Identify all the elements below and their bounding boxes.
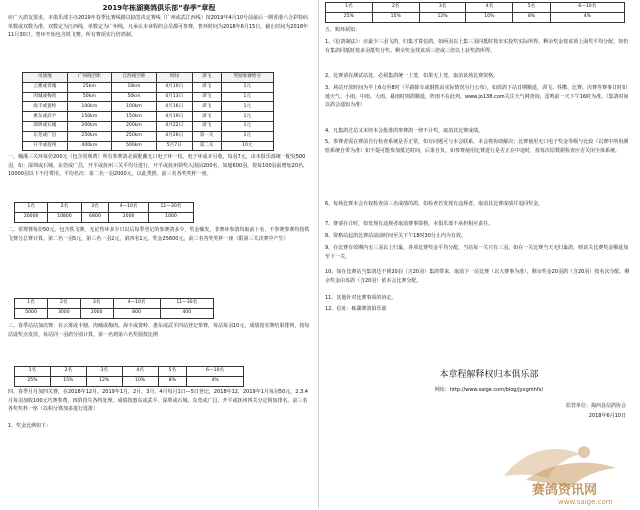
section-1: 一、楠溪三关环每份200元（包含常规费）所有参赛鸽必须配戴无口电子环一枚，电子环成本另收，每羽7元，由本俱乐部统一配发500羽，如：深圳或石城、东莞或广昌，开平或抚州三关平均分进行，开平或抚州领奖入围前200名，如超600羽，按每100羽前增加20名，10000羽以下不付费用。平均名次：第二名一羽2000元，以此类推。前三名各奖奖杯一座。 — [8, 154, 308, 178]
prize-cell: 2000 — [80, 308, 113, 318]
rule-1: 1、《信鸽制法》：应最少三羽飞鸽，归集才算信鸽，如两羽以上集三羽同抵时按未实投奖实际所得。剩余奖金按该项上面奖平均分配，如仍有集鸽同抵时按多羽抵奖分奖。剩余奖金找该项三倍或三倍以上获奖鸽所得。 — [325, 39, 629, 54]
col-jiangxi-distance: 江西线空距 — [112, 73, 157, 83]
col-fee: 奖励参赛给分 — [221, 73, 273, 83]
schedule-cell: 第二关 — [192, 141, 221, 151]
rank-cell: 3名 — [419, 3, 466, 13]
schedule-cell: 1元 — [221, 131, 273, 141]
schedule-row — [23, 82, 274, 92]
rule-5: 5、参赛者需在赛前自行检查系统是否正常，如有问题可与本会联系，本会将协助解决；比赛使用无口电子奖金等级与比较（以赛中所用测绘系统自带为准）如不提可能参加抵达时间，后果自负。如参赛使用比赛进行是否正在中途时，按每次原数据检查应否关闭全体系统。 — [325, 139, 629, 154]
interpretation-banner: 本章程解释权归本俱乐部 — [439, 370, 539, 380]
prize-table-2-ranks — [15, 299, 214, 309]
schedule-cell: 5月7日 — [156, 141, 192, 151]
rank-cell: 6—10名 — [550, 3, 624, 13]
prize-cell: 800 — [113, 308, 160, 318]
schedule-cell: 训飞 — [192, 112, 221, 122]
prize-table-1-ranks — [15, 203, 194, 213]
schedule-cell: 10元 — [221, 141, 273, 151]
ratio-values-row — [326, 12, 625, 22]
ratio-cell: 15% — [372, 12, 419, 22]
section-4: 四、春季月月加四关赛，在2018年12月、2019年1月、2月、3月、4月每月1日—5日登记，2018年12，2019年1月每羽50元，2.3.4月每羽加收100元巧赛参费，四阶段失各终处理，成绩按惠东或武平、深圳或石城、东莞或广昌、开平或抚州四关分定相加排名。前三名各奖奖杯一座（以积分赛加多进行选排） — [8, 389, 308, 413]
schedule-cell: 250km — [67, 131, 112, 141]
schedule-cell: 10km — [112, 82, 157, 92]
schedule-cell: 200km — [67, 121, 112, 131]
ratio-cell: 10% — [466, 12, 513, 22]
schedule-cell: 250km — [112, 131, 157, 141]
schedule-cell: 东莞或广昌 — [23, 131, 68, 141]
ratio-cell: 8% — [513, 12, 550, 22]
schedule-cell: 1元 — [221, 121, 273, 131]
rank-cell: 5名 — [513, 3, 550, 13]
right-page — [319, 0, 640, 508]
rank-cell: 4—10名 — [109, 203, 149, 213]
schedule-cell: 深圳或石城 — [23, 121, 68, 131]
rank-cell: 5名 — [158, 367, 187, 377]
prize-cell: 5000 — [15, 308, 48, 318]
schedule-row — [23, 102, 274, 112]
saige-watermark — [496, 418, 638, 506]
left-page — [0, 0, 319, 508]
section-3: 三、春季站站加次赛：在云雾或丰塘、肉城或梅肉、海丰或置岭、惠东或武平四站登记参赛，每站每羽10元，成绩按实赛结果排列，按每站设奖点发放，每站同一羽鸽分别计算，第一名到第六名奖励按比例 — [8, 323, 310, 338]
prize-table-1 — [14, 202, 194, 223]
prize-cell: 10% — [122, 376, 158, 386]
rank-cell: 6—10名 — [187, 367, 244, 377]
schedule-cell: 开平或抚州 — [23, 141, 68, 151]
prize-cell: 1000 — [148, 212, 193, 222]
prize-cell: 12% — [86, 376, 122, 386]
schedule-table — [22, 72, 274, 151]
prize-cell: 6800 — [81, 212, 109, 222]
col-time: 时间 — [156, 73, 192, 83]
rule-4: 4、凡集鸽过站又未经本会批准的参赛鸽一律不计奖，取消其比赛成绩。 — [325, 128, 484, 134]
rule-10: 10、如在比赛站当集鸽达不到20羽（含20羽）集鸽带来，取消下一站比赛（以大赛事为准），剩余奖金20羽鸽（含20羽）按名次分配。剩余奖金由该鸽（含20羽）依本会比赛分配。 — [325, 269, 630, 284]
rule-7: 7、赛请在计时，如发现有违规者取消赛事资格，本俱乐部不承担相应责任。 — [325, 221, 494, 227]
schedule-row — [23, 121, 274, 131]
prize-table-3-values — [15, 376, 244, 386]
website-link[interactable]: http://www.saige.com/blog/jyxgmhfx/ — [449, 387, 544, 393]
ratio-cell: 25% — [326, 12, 373, 22]
schedule-cell: 1元 — [221, 92, 273, 102]
schedule-cell: 50km — [67, 92, 112, 102]
rank-cell: 1名 — [15, 299, 48, 309]
rank-cell: 2名 — [372, 3, 419, 13]
rank-cell: 1名 — [15, 203, 48, 213]
prize-cell: 20000 — [15, 212, 48, 222]
schedule-cell: 4月10日 — [156, 82, 192, 92]
rank-cell: 4名 — [466, 3, 513, 13]
rank-cell: 3名 — [81, 203, 109, 213]
schedule-cell: 4月22日 — [156, 121, 192, 131]
schedule-row — [23, 141, 274, 151]
prize-cell: 400 — [160, 308, 213, 318]
col-release-site: 司放地 — [23, 73, 68, 83]
schedule-cell: 200km — [112, 121, 157, 131]
rule-3: 3、场站开放时间为早上6点至8时（平路除车或钢铁由实际情况另行公布），如放鸽下站日期顺延，训飞、抖擞、比赛、决赛等赛事日时如地天气、小雨、中雨、大雨，暴雨时则鸽顺延，阵雨不在此列。www.jo138.com关注天气网查询，雷鸣前一天下午16时为准。（集鸽时间以鸽会通知为准） — [325, 85, 629, 109]
schedule-cell: 100km — [67, 102, 112, 112]
prize-table-2 — [14, 298, 214, 319]
schedule-cell: 海丰或置岭 — [23, 102, 68, 112]
schedule-cell: 150km — [112, 112, 157, 122]
website-label: 网址： — [434, 387, 450, 393]
pigeon-logo-icon — [496, 418, 638, 506]
schedule-cell: 400km — [67, 141, 112, 151]
rank-cell: 1名 — [15, 367, 51, 377]
ratio-ranks-row — [326, 3, 625, 13]
prize-table-2-values — [15, 308, 214, 318]
prize-cell: 8% — [158, 376, 187, 386]
intro-paragraph: 应广大鸽友要求，本俱乐部主办2019年春季比赛线路以抽签决定赛线（广州或武江西线）按2019年4月10号前最后一期香港六合彩特码单数或双数为准，双数定为江西线，单数定为广州线，凡承认本章程的会员都可参赛，售环时间为2018年6月15日，截止时间为2018年11月30日。售环开始包含铁飞赛。所有赛项实行倍鸽制。 — [8, 15, 308, 39]
rule-12: 12、信址：栋湖赛鸽俱乐部 — [325, 306, 387, 312]
schedule-cell: 1元 — [221, 102, 273, 112]
schedule-cell: 肉城或梅肉 — [23, 92, 68, 102]
prize-cell: 25% — [15, 376, 51, 386]
schedule-cell: 训飞 — [192, 92, 221, 102]
prize-cell: 15% — [50, 376, 86, 386]
schedule-cell: 500km — [112, 141, 157, 151]
rank-cell: 3名 — [86, 367, 122, 377]
rule-6: 6、每场比赛本会有权检查前三名成绩的鸽，如检查若发现有违规者，取消其比赛成绩并追回奖金。 — [325, 201, 544, 207]
schedule-cell: 第一关 — [192, 131, 221, 141]
prize-cell: 3000 — [47, 308, 80, 318]
schedule-cell: 4月19日 — [156, 112, 192, 122]
rank-cell: 11—30名 — [148, 203, 193, 213]
col-guangzhou-distance: 广州线空距 — [67, 73, 112, 83]
rank-cell: 2名 — [48, 203, 81, 213]
schedule-cell: 50km — [112, 92, 157, 102]
sign-date: 2018年6月10日 — [588, 413, 626, 419]
rank-cell: 4名 — [122, 367, 158, 377]
rank-cell: 3名 — [80, 299, 113, 309]
watermark-cn: 赛鸽资讯网 — [532, 483, 598, 498]
document-title: 2019年栋湖赛鸽俱乐部“春季”章程 — [102, 4, 216, 12]
schedule-header-row — [23, 73, 274, 83]
section-2: 二、常规赛每份50元，包含铁飞赛，无论售环多少只以后每季登记的参赛鸽多少，奖金额发，非赛环参鸽均取前十名，不参赛参赛均按铁飞赛分总赛计算，第二名一羽5元，第三名一羽2元，第四名1元，奖金25600元。前三名各奖奖杯一座（限第三关决赛中产生） — [8, 227, 310, 242]
section-4-ratio-label: 1、奖金比例如下： — [8, 423, 52, 429]
prize-table-1-values — [15, 212, 194, 222]
prize-cell: 2000 — [109, 212, 149, 222]
schedule-cell: 4月26日 — [156, 131, 192, 141]
schedule-row — [23, 131, 274, 141]
schedule-cell: 100km — [112, 102, 157, 112]
schedule-cell: 4月13日 — [156, 92, 192, 102]
rank-cell: 2名 — [50, 367, 86, 377]
prize-table-3-ranks — [15, 367, 244, 377]
rank-cell: 11—30名 — [160, 299, 213, 309]
schedule-cell: 1元 — [221, 82, 273, 92]
schedule-cell: 25km — [67, 82, 112, 92]
schedule-body — [23, 82, 274, 151]
schedule-row — [23, 92, 274, 102]
schedule-cell: 云雾或青城 — [23, 82, 68, 92]
prize-cell: 10800 — [48, 212, 81, 222]
rank-cell: 4—10名 — [113, 299, 160, 309]
rules-heading: 五、购环须知： — [325, 27, 361, 33]
schedule-cell: 150km — [67, 112, 112, 122]
ratio-cell: 12% — [419, 12, 466, 22]
rule-8: 8、资格站起鸽比赛站前前时间至关下午18时30分止内为有效。 — [325, 233, 466, 239]
watermark-en: www.saige.com — [558, 498, 613, 506]
website-line — [379, 386, 599, 393]
schedule-cell: 4月16日 — [156, 102, 192, 112]
schedule-cell: 惠东或武平 — [23, 112, 68, 122]
schedule-row — [23, 112, 274, 122]
rank-cell: 1名 — [326, 3, 373, 13]
rule-11: 11、其他针对比赛事项的协定。 — [325, 295, 397, 301]
schedule-cell: 训飞 — [192, 121, 221, 131]
ratio-table-continued — [325, 2, 625, 23]
schedule-cell: 训飞 — [192, 102, 221, 112]
col-training: 训飞 — [192, 73, 221, 83]
prize-table-3 — [14, 366, 244, 387]
rank-cell: 2名 — [47, 299, 80, 309]
schedule-cell: 1元 — [221, 112, 273, 122]
prize-cell: 4% — [187, 376, 244, 386]
schedule-cell: 训飞 — [192, 82, 221, 92]
supervisor-line: 监管单位：揭西县信鸽协会 — [565, 403, 626, 409]
ratio-cell: 4% — [550, 12, 624, 22]
rule-2: 2、比赛请在测试站处，必须集鸽统一上笼，如果无上笼，取消该场比赛资格。 — [325, 73, 499, 79]
rule-9: 9、在比赛有效期内无三羽以上归巢，各项比赛奖金平均分配，当站每一关只有三羽。如在一关比赛当天无归巢鸽，则该关比赛奖金顺延加至下一关。 — [325, 245, 629, 260]
